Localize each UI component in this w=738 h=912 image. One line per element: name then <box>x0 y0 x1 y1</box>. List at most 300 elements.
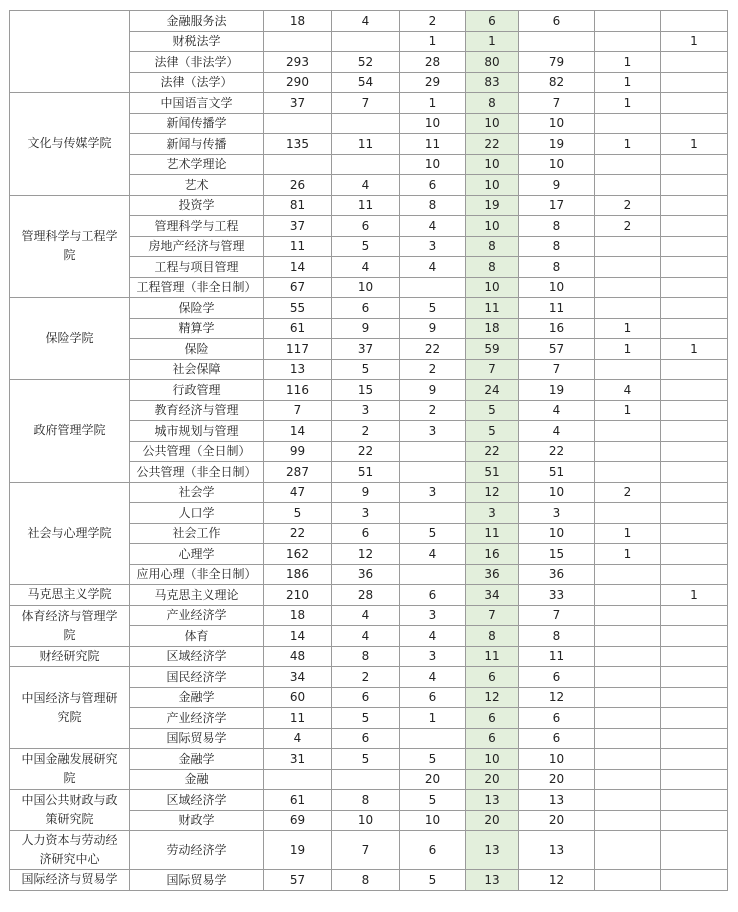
value-cell-c7[interactable] <box>661 441 728 462</box>
major-cell[interactable]: 社会工作 <box>130 523 264 544</box>
value-cell-c7[interactable] <box>661 646 728 667</box>
value-cell-c6[interactable]: 1 <box>595 52 661 73</box>
value-cell-c2[interactable]: 5 <box>332 359 400 380</box>
value-cell-c7[interactable] <box>661 154 728 175</box>
value-cell-c1[interactable]: 31 <box>264 749 332 770</box>
value-cell-c7[interactable] <box>661 482 728 503</box>
value-cell-c6[interactable] <box>595 728 661 749</box>
major-cell[interactable]: 保险学 <box>130 298 264 319</box>
value-cell-c6[interactable] <box>595 810 661 831</box>
value-cell-c5[interactable]: 51 <box>519 462 595 483</box>
value-cell-c5[interactable]: 22 <box>519 441 595 462</box>
value-cell-c7[interactable] <box>661 667 728 688</box>
major-cell[interactable]: 行政管理 <box>130 380 264 401</box>
value-cell-c6[interactable] <box>595 790 661 811</box>
value-cell-c3[interactable]: 5 <box>400 523 466 544</box>
value-cell-c5[interactable]: 33 <box>519 585 595 606</box>
value-cell-c5[interactable]: 11 <box>519 298 595 319</box>
value-cell-c7[interactable] <box>661 257 728 278</box>
major-cell[interactable]: 劳动经济学 <box>130 831 264 870</box>
value-cell-c5[interactable]: 9 <box>519 175 595 196</box>
value-cell-c1[interactable] <box>264 31 332 52</box>
value-cell-c6[interactable] <box>595 749 661 770</box>
value-cell-c6[interactable] <box>595 708 661 729</box>
school-cell[interactable]: 财经研究院 <box>10 646 130 667</box>
major-cell[interactable]: 心理学 <box>130 544 264 565</box>
value-cell-c5[interactable]: 6 <box>519 11 595 32</box>
value-cell-c2[interactable]: 15 <box>332 380 400 401</box>
value-cell-c3[interactable] <box>400 277 466 298</box>
major-cell[interactable]: 投资学 <box>130 195 264 216</box>
major-cell[interactable]: 金融学 <box>130 687 264 708</box>
value-cell-c1[interactable]: 290 <box>264 72 332 93</box>
value-cell-c2[interactable]: 28 <box>332 585 400 606</box>
value-cell-c3[interactable]: 3 <box>400 236 466 257</box>
value-cell-c6[interactable]: 1 <box>595 523 661 544</box>
value-cell-c4[interactable]: 11 <box>466 646 519 667</box>
value-cell-c6[interactable] <box>595 605 661 626</box>
value-cell-c1[interactable]: 293 <box>264 52 332 73</box>
value-cell-c7[interactable] <box>661 544 728 565</box>
value-cell-c3[interactable]: 6 <box>400 831 466 870</box>
value-cell-c4[interactable]: 6 <box>466 708 519 729</box>
major-cell[interactable]: 区域经济学 <box>130 646 264 667</box>
value-cell-c1[interactable]: 26 <box>264 175 332 196</box>
value-cell-c2[interactable]: 6 <box>332 687 400 708</box>
value-cell-c3[interactable]: 1 <box>400 93 466 114</box>
value-cell-c7[interactable] <box>661 113 728 134</box>
major-cell[interactable]: 应用心理（非全日制） <box>130 564 264 585</box>
value-cell-c7[interactable] <box>661 503 728 524</box>
value-cell-c6[interactable] <box>595 277 661 298</box>
value-cell-c4[interactable]: 59 <box>466 339 519 360</box>
value-cell-c3[interactable]: 4 <box>400 667 466 688</box>
value-cell-c6[interactable] <box>595 769 661 790</box>
value-cell-c7[interactable] <box>661 236 728 257</box>
major-cell[interactable]: 艺术学理论 <box>130 154 264 175</box>
value-cell-c1[interactable]: 4 <box>264 728 332 749</box>
value-cell-c6[interactable]: 1 <box>595 134 661 155</box>
value-cell-c3[interactable]: 20 <box>400 769 466 790</box>
value-cell-c4[interactable]: 6 <box>466 11 519 32</box>
value-cell-c1[interactable]: 67 <box>264 277 332 298</box>
value-cell-c7[interactable] <box>661 318 728 339</box>
value-cell-c2[interactable]: 6 <box>332 298 400 319</box>
value-cell-c1[interactable]: 81 <box>264 195 332 216</box>
value-cell-c3[interactable]: 3 <box>400 482 466 503</box>
value-cell-c1[interactable]: 14 <box>264 257 332 278</box>
value-cell-c4[interactable]: 18 <box>466 318 519 339</box>
value-cell-c5[interactable]: 16 <box>519 318 595 339</box>
value-cell-c7[interactable] <box>661 277 728 298</box>
value-cell-c7[interactable]: 1 <box>661 31 728 52</box>
value-cell-c5[interactable]: 8 <box>519 216 595 237</box>
value-cell-c3[interactable]: 6 <box>400 687 466 708</box>
value-cell-c4[interactable]: 10 <box>466 175 519 196</box>
value-cell-c1[interactable] <box>264 154 332 175</box>
value-cell-c1[interactable]: 11 <box>264 236 332 257</box>
value-cell-c6[interactable] <box>595 298 661 319</box>
value-cell-c3[interactable]: 5 <box>400 790 466 811</box>
value-cell-c1[interactable]: 22 <box>264 523 332 544</box>
value-cell-c1[interactable]: 37 <box>264 93 332 114</box>
value-cell-c2[interactable]: 5 <box>332 708 400 729</box>
value-cell-c5[interactable]: 8 <box>519 236 595 257</box>
value-cell-c2[interactable]: 6 <box>332 216 400 237</box>
value-cell-c5[interactable]: 6 <box>519 728 595 749</box>
major-cell[interactable]: 精算学 <box>130 318 264 339</box>
value-cell-c3[interactable]: 1 <box>400 708 466 729</box>
major-cell[interactable]: 体育 <box>130 626 264 647</box>
value-cell-c2[interactable]: 7 <box>332 831 400 870</box>
major-cell[interactable]: 财税法学 <box>130 31 264 52</box>
value-cell-c2[interactable]: 3 <box>332 503 400 524</box>
value-cell-c2[interactable]: 5 <box>332 749 400 770</box>
value-cell-c3[interactable]: 22 <box>400 339 466 360</box>
value-cell-c7[interactable] <box>661 216 728 237</box>
school-cell[interactable]: 国际经济与贸易学 <box>10 870 130 891</box>
value-cell-c2[interactable]: 37 <box>332 339 400 360</box>
major-cell[interactable]: 保险 <box>130 339 264 360</box>
value-cell-c3[interactable]: 11 <box>400 134 466 155</box>
school-cell[interactable]: 人力资本与劳动经济研究中心 <box>10 831 130 870</box>
value-cell-c6[interactable] <box>595 687 661 708</box>
value-cell-c3[interactable]: 9 <box>400 318 466 339</box>
value-cell-c1[interactable]: 14 <box>264 626 332 647</box>
major-cell[interactable]: 国际贸易学 <box>130 870 264 891</box>
value-cell-c4[interactable]: 36 <box>466 564 519 585</box>
value-cell-c1[interactable]: 61 <box>264 790 332 811</box>
value-cell-c1[interactable]: 117 <box>264 339 332 360</box>
value-cell-c3[interactable] <box>400 564 466 585</box>
value-cell-c2[interactable]: 51 <box>332 462 400 483</box>
major-cell[interactable]: 区域经济学 <box>130 790 264 811</box>
value-cell-c5[interactable]: 19 <box>519 134 595 155</box>
school-cell[interactable]: 中国金融发展研究院 <box>10 749 130 790</box>
value-cell-c1[interactable]: 11 <box>264 708 332 729</box>
value-cell-c2[interactable]: 22 <box>332 441 400 462</box>
value-cell-c3[interactable]: 5 <box>400 298 466 319</box>
value-cell-c6[interactable] <box>595 175 661 196</box>
value-cell-c4[interactable]: 3 <box>466 503 519 524</box>
major-cell[interactable]: 法律（非法学） <box>130 52 264 73</box>
value-cell-c2[interactable]: 4 <box>332 605 400 626</box>
value-cell-c3[interactable]: 3 <box>400 646 466 667</box>
value-cell-c3[interactable]: 1 <box>400 31 466 52</box>
value-cell-c7[interactable] <box>661 708 728 729</box>
value-cell-c4[interactable]: 10 <box>466 749 519 770</box>
major-cell[interactable]: 公共管理（非全日制） <box>130 462 264 483</box>
value-cell-c5[interactable]: 4 <box>519 421 595 442</box>
value-cell-c1[interactable]: 14 <box>264 421 332 442</box>
value-cell-c5[interactable]: 10 <box>519 482 595 503</box>
value-cell-c5[interactable]: 10 <box>519 277 595 298</box>
value-cell-c7[interactable] <box>661 175 728 196</box>
value-cell-c6[interactable] <box>595 421 661 442</box>
major-cell[interactable]: 新闻与传播 <box>130 134 264 155</box>
value-cell-c2[interactable]: 5 <box>332 236 400 257</box>
value-cell-c6[interactable]: 1 <box>595 400 661 421</box>
value-cell-c7[interactable] <box>661 687 728 708</box>
value-cell-c4[interactable]: 19 <box>466 195 519 216</box>
value-cell-c1[interactable]: 55 <box>264 298 332 319</box>
value-cell-c1[interactable]: 19 <box>264 831 332 870</box>
value-cell-c1[interactable]: 7 <box>264 400 332 421</box>
value-cell-c2[interactable]: 6 <box>332 728 400 749</box>
value-cell-c3[interactable]: 4 <box>400 626 466 647</box>
school-cell[interactable]: 文化与传媒学院 <box>10 93 130 196</box>
value-cell-c6[interactable] <box>595 503 661 524</box>
value-cell-c6[interactable] <box>595 113 661 134</box>
value-cell-c7[interactable] <box>661 462 728 483</box>
value-cell-c4[interactable]: 5 <box>466 421 519 442</box>
value-cell-c1[interactable]: 18 <box>264 11 332 32</box>
value-cell-c6[interactable]: 2 <box>595 195 661 216</box>
value-cell-c4[interactable]: 8 <box>466 626 519 647</box>
value-cell-c5[interactable]: 4 <box>519 400 595 421</box>
value-cell-c7[interactable]: 1 <box>661 339 728 360</box>
value-cell-c3[interactable]: 28 <box>400 52 466 73</box>
value-cell-c3[interactable]: 10 <box>400 113 466 134</box>
value-cell-c2[interactable]: 11 <box>332 134 400 155</box>
value-cell-c3[interactable]: 29 <box>400 72 466 93</box>
value-cell-c7[interactable] <box>661 72 728 93</box>
value-cell-c1[interactable]: 210 <box>264 585 332 606</box>
value-cell-c7[interactable] <box>661 769 728 790</box>
major-cell[interactable]: 艺术 <box>130 175 264 196</box>
value-cell-c5[interactable]: 12 <box>519 870 595 891</box>
value-cell-c4[interactable]: 24 <box>466 380 519 401</box>
value-cell-c7[interactable] <box>661 831 728 870</box>
value-cell-c4[interactable]: 34 <box>466 585 519 606</box>
school-cell[interactable]: 中国公共财政与政策研究院 <box>10 790 130 831</box>
value-cell-c3[interactable]: 2 <box>400 359 466 380</box>
value-cell-c7[interactable] <box>661 380 728 401</box>
value-cell-c6[interactable] <box>595 11 661 32</box>
value-cell-c5[interactable]: 17 <box>519 195 595 216</box>
major-cell[interactable]: 房地产经济与管理 <box>130 236 264 257</box>
value-cell-c4[interactable]: 8 <box>466 257 519 278</box>
value-cell-c2[interactable]: 9 <box>332 318 400 339</box>
value-cell-c2[interactable] <box>332 154 400 175</box>
value-cell-c7[interactable] <box>661 728 728 749</box>
value-cell-c3[interactable]: 6 <box>400 175 466 196</box>
value-cell-c6[interactable] <box>595 870 661 891</box>
value-cell-c4[interactable]: 10 <box>466 154 519 175</box>
value-cell-c5[interactable]: 7 <box>519 359 595 380</box>
value-cell-c2[interactable]: 52 <box>332 52 400 73</box>
value-cell-c2[interactable]: 8 <box>332 646 400 667</box>
value-cell-c6[interactable] <box>595 831 661 870</box>
value-cell-c7[interactable] <box>661 421 728 442</box>
value-cell-c3[interactable]: 10 <box>400 154 466 175</box>
value-cell-c1[interactable]: 287 <box>264 462 332 483</box>
value-cell-c1[interactable]: 116 <box>264 380 332 401</box>
value-cell-c6[interactable]: 4 <box>595 380 661 401</box>
value-cell-c2[interactable] <box>332 769 400 790</box>
value-cell-c7[interactable]: 1 <box>661 585 728 606</box>
value-cell-c5[interactable]: 10 <box>519 113 595 134</box>
value-cell-c3[interactable]: 2 <box>400 400 466 421</box>
value-cell-c5[interactable]: 57 <box>519 339 595 360</box>
value-cell-c2[interactable]: 10 <box>332 810 400 831</box>
value-cell-c2[interactable]: 6 <box>332 523 400 544</box>
value-cell-c2[interactable]: 8 <box>332 790 400 811</box>
value-cell-c4[interactable]: 6 <box>466 667 519 688</box>
major-cell[interactable]: 工程管理（非全日制） <box>130 277 264 298</box>
major-cell[interactable]: 国际贸易学 <box>130 728 264 749</box>
major-cell[interactable]: 中国语言文学 <box>130 93 264 114</box>
value-cell-c2[interactable]: 10 <box>332 277 400 298</box>
value-cell-c5[interactable]: 36 <box>519 564 595 585</box>
value-cell-c4[interactable]: 8 <box>466 236 519 257</box>
value-cell-c7[interactable] <box>661 564 728 585</box>
value-cell-c5[interactable]: 82 <box>519 72 595 93</box>
value-cell-c3[interactable]: 9 <box>400 380 466 401</box>
value-cell-c1[interactable] <box>264 769 332 790</box>
major-cell[interactable]: 新闻传播学 <box>130 113 264 134</box>
value-cell-c5[interactable]: 79 <box>519 52 595 73</box>
value-cell-c3[interactable]: 5 <box>400 749 466 770</box>
major-cell[interactable]: 金融学 <box>130 749 264 770</box>
value-cell-c1[interactable]: 13 <box>264 359 332 380</box>
value-cell-c7[interactable] <box>661 523 728 544</box>
value-cell-c3[interactable]: 5 <box>400 870 466 891</box>
value-cell-c5[interactable]: 12 <box>519 687 595 708</box>
value-cell-c2[interactable] <box>332 113 400 134</box>
value-cell-c5[interactable]: 19 <box>519 380 595 401</box>
value-cell-c2[interactable]: 7 <box>332 93 400 114</box>
value-cell-c5[interactable]: 3 <box>519 503 595 524</box>
value-cell-c4[interactable]: 6 <box>466 728 519 749</box>
major-cell[interactable]: 金融服务法 <box>130 11 264 32</box>
value-cell-c5[interactable]: 10 <box>519 523 595 544</box>
value-cell-c4[interactable]: 8 <box>466 93 519 114</box>
value-cell-c5[interactable] <box>519 31 595 52</box>
value-cell-c2[interactable]: 2 <box>332 667 400 688</box>
major-cell[interactable]: 马克思主义理论 <box>130 585 264 606</box>
value-cell-c6[interactable] <box>595 359 661 380</box>
value-cell-c1[interactable]: 186 <box>264 564 332 585</box>
value-cell-c6[interactable]: 1 <box>595 93 661 114</box>
value-cell-c5[interactable]: 7 <box>519 93 595 114</box>
value-cell-c5[interactable]: 10 <box>519 154 595 175</box>
value-cell-c6[interactable] <box>595 154 661 175</box>
value-cell-c1[interactable]: 5 <box>264 503 332 524</box>
value-cell-c3[interactable]: 4 <box>400 544 466 565</box>
value-cell-c7[interactable] <box>661 195 728 216</box>
school-cell[interactable]: 管理科学与工程学院 <box>10 195 130 298</box>
value-cell-c1[interactable]: 18 <box>264 605 332 626</box>
value-cell-c6[interactable] <box>595 564 661 585</box>
major-cell[interactable]: 管理科学与工程 <box>130 216 264 237</box>
value-cell-c4[interactable]: 12 <box>466 687 519 708</box>
value-cell-c1[interactable]: 47 <box>264 482 332 503</box>
value-cell-c4[interactable]: 10 <box>466 113 519 134</box>
value-cell-c4[interactable]: 22 <box>466 441 519 462</box>
value-cell-c7[interactable] <box>661 298 728 319</box>
value-cell-c4[interactable]: 16 <box>466 544 519 565</box>
value-cell-c2[interactable]: 9 <box>332 482 400 503</box>
value-cell-c2[interactable]: 3 <box>332 400 400 421</box>
value-cell-c4[interactable]: 22 <box>466 134 519 155</box>
value-cell-c2[interactable]: 4 <box>332 626 400 647</box>
major-cell[interactable]: 工程与项目管理 <box>130 257 264 278</box>
value-cell-c6[interactable]: 1 <box>595 544 661 565</box>
value-cell-c1[interactable]: 61 <box>264 318 332 339</box>
major-cell[interactable]: 教育经济与管理 <box>130 400 264 421</box>
value-cell-c1[interactable]: 60 <box>264 687 332 708</box>
major-cell[interactable]: 公共管理（全日制） <box>130 441 264 462</box>
value-cell-c2[interactable]: 4 <box>332 175 400 196</box>
school-cell[interactable]: 保险学院 <box>10 298 130 380</box>
value-cell-c3[interactable]: 10 <box>400 810 466 831</box>
value-cell-c5[interactable]: 20 <box>519 769 595 790</box>
value-cell-c3[interactable] <box>400 503 466 524</box>
value-cell-c1[interactable]: 69 <box>264 810 332 831</box>
value-cell-c6[interactable]: 1 <box>595 72 661 93</box>
value-cell-c4[interactable]: 7 <box>466 359 519 380</box>
school-cell[interactable] <box>10 11 130 93</box>
value-cell-c7[interactable] <box>661 790 728 811</box>
school-cell[interactable]: 社会与心理学院 <box>10 482 130 585</box>
value-cell-c4[interactable]: 11 <box>466 523 519 544</box>
value-cell-c7[interactable] <box>661 52 728 73</box>
value-cell-c7[interactable] <box>661 870 728 891</box>
value-cell-c4[interactable]: 13 <box>466 790 519 811</box>
value-cell-c4[interactable]: 20 <box>466 810 519 831</box>
value-cell-c3[interactable]: 2 <box>400 11 466 32</box>
value-cell-c2[interactable]: 36 <box>332 564 400 585</box>
value-cell-c3[interactable]: 6 <box>400 585 466 606</box>
value-cell-c1[interactable]: 37 <box>264 216 332 237</box>
value-cell-c4[interactable]: 80 <box>466 52 519 73</box>
value-cell-c5[interactable]: 15 <box>519 544 595 565</box>
value-cell-c4[interactable]: 12 <box>466 482 519 503</box>
major-cell[interactable]: 法律（法学） <box>130 72 264 93</box>
value-cell-c3[interactable]: 4 <box>400 257 466 278</box>
school-cell[interactable]: 马克思主义学院 <box>10 585 130 606</box>
school-cell[interactable]: 政府管理学院 <box>10 380 130 483</box>
value-cell-c2[interactable]: 8 <box>332 870 400 891</box>
value-cell-c3[interactable]: 3 <box>400 605 466 626</box>
school-cell[interactable]: 中国经济与管理研究院 <box>10 667 130 749</box>
major-cell[interactable]: 城市规划与管理 <box>130 421 264 442</box>
value-cell-c5[interactable]: 11 <box>519 646 595 667</box>
value-cell-c3[interactable]: 3 <box>400 421 466 442</box>
value-cell-c1[interactable]: 162 <box>264 544 332 565</box>
value-cell-c5[interactable]: 6 <box>519 708 595 729</box>
value-cell-c6[interactable] <box>595 31 661 52</box>
value-cell-c4[interactable]: 1 <box>466 31 519 52</box>
value-cell-c6[interactable] <box>595 257 661 278</box>
value-cell-c6[interactable]: 1 <box>595 318 661 339</box>
value-cell-c5[interactable]: 6 <box>519 667 595 688</box>
major-cell[interactable]: 产业经济学 <box>130 605 264 626</box>
value-cell-c2[interactable]: 4 <box>332 11 400 32</box>
value-cell-c7[interactable]: 1 <box>661 134 728 155</box>
value-cell-c1[interactable]: 57 <box>264 870 332 891</box>
value-cell-c5[interactable]: 7 <box>519 605 595 626</box>
value-cell-c2[interactable] <box>332 31 400 52</box>
value-cell-c5[interactable]: 13 <box>519 790 595 811</box>
value-cell-c6[interactable] <box>595 646 661 667</box>
value-cell-c1[interactable] <box>264 113 332 134</box>
value-cell-c1[interactable]: 48 <box>264 646 332 667</box>
value-cell-c4[interactable]: 83 <box>466 72 519 93</box>
value-cell-c4[interactable]: 10 <box>466 277 519 298</box>
value-cell-c6[interactable] <box>595 585 661 606</box>
